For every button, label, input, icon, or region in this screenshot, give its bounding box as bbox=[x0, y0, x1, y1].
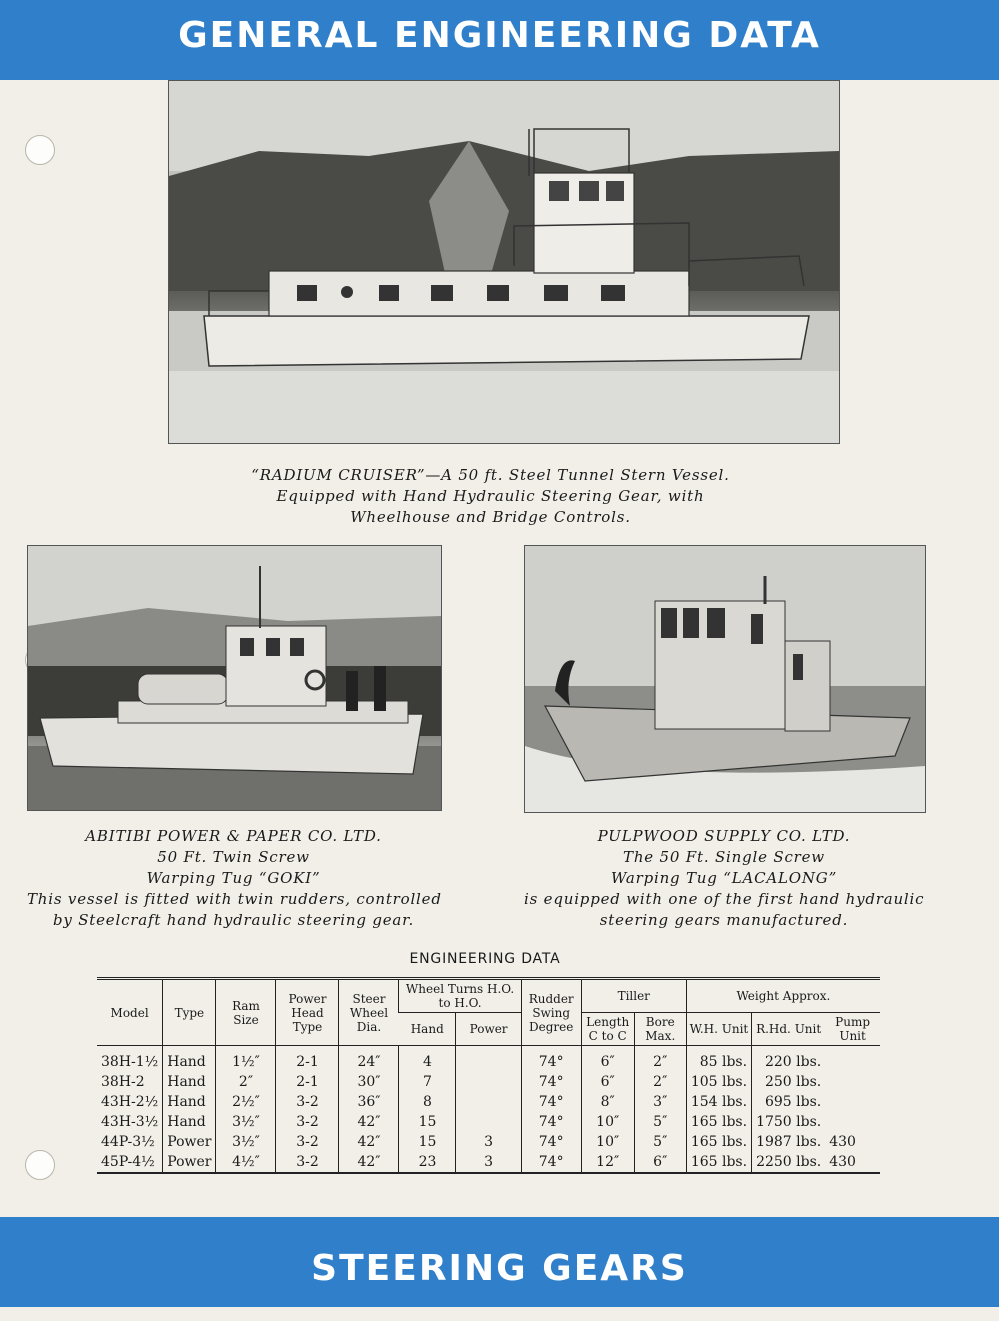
cell-tiller-bore: 2″ bbox=[634, 1072, 686, 1092]
cell-rhd-unit: 2250 lbs. bbox=[752, 1152, 826, 1173]
table-row bbox=[97, 1112, 880, 1132]
cell-wh-unit: 154 lbs. bbox=[686, 1092, 751, 1112]
cell-tiller-length: 10″ bbox=[581, 1132, 634, 1152]
cell-turns-hand: 4 bbox=[399, 1046, 456, 1073]
cell-pump-unit: 430 bbox=[829, 1134, 856, 1150]
cell-tiller-bore: 5″ bbox=[634, 1112, 686, 1132]
cell-rudder-swing: 74° bbox=[521, 1112, 581, 1132]
cell-type: Power bbox=[163, 1152, 216, 1173]
cell-turns-power: 3 bbox=[456, 1132, 521, 1152]
col-bore: Bore Max. bbox=[634, 1013, 686, 1046]
cell-pump-unit: 430 bbox=[829, 1154, 856, 1170]
cell-rhd-unit: 695 lbs. bbox=[752, 1092, 826, 1112]
col-length: Length C to C bbox=[581, 1013, 634, 1046]
col-type: Type bbox=[163, 979, 216, 1046]
radium-cruiser-caption bbox=[168, 465, 813, 528]
cell-steer-wheel: 36″ bbox=[339, 1092, 399, 1112]
cell-rudder-swing: 74° bbox=[521, 1092, 581, 1112]
binder-hole bbox=[25, 135, 55, 165]
binder-hole bbox=[25, 1150, 55, 1180]
caption-line: Wheelhouse and Bridge Controls. bbox=[350, 508, 631, 526]
cell-tiller-bore: 6″ bbox=[634, 1152, 686, 1173]
caption-line: by Steelcraft hand hydraulic steering gear. bbox=[52, 911, 415, 929]
cell-ram-size: 3½″ bbox=[216, 1112, 276, 1132]
cell-turns-power: 3 bbox=[456, 1152, 521, 1173]
cell-model: 43H-3½ bbox=[101, 1114, 159, 1130]
table-row bbox=[97, 1152, 880, 1173]
col-weight: Weight Approx. bbox=[686, 979, 880, 1013]
cell-rudder-swing: 74° bbox=[521, 1046, 581, 1073]
cell-turns-hand: 23 bbox=[399, 1152, 456, 1173]
col-wheel-turns: Wheel Turns H.O. to H.O. bbox=[399, 979, 521, 1013]
col-rhd-unit: R.Hd. Unit bbox=[752, 1013, 826, 1046]
cell-pump-unit bbox=[825, 1092, 880, 1112]
col-pump-unit: Pump Unit bbox=[825, 1013, 880, 1046]
cell-rhd-unit: 250 lbs. bbox=[752, 1072, 826, 1092]
cell-power-head: 2-1 bbox=[276, 1072, 339, 1092]
cell-rhd-unit: 220 lbs. bbox=[752, 1046, 826, 1073]
cell-tiller-length: 12″ bbox=[581, 1152, 634, 1173]
cell-turns-power bbox=[456, 1046, 521, 1073]
cell-rhd-unit: 1987 lbs. bbox=[752, 1132, 826, 1152]
col-rudder-swing: Rudder Swing Degree bbox=[521, 979, 581, 1046]
table-title: ENGINEERING DATA bbox=[409, 951, 561, 967]
col-tiller: Tiller bbox=[581, 979, 686, 1013]
cell-turns-power bbox=[456, 1072, 521, 1092]
cell-tiller-length: 8″ bbox=[581, 1092, 634, 1112]
cell-pump-unit bbox=[825, 1072, 880, 1092]
cell-steer-wheel: 42″ bbox=[339, 1152, 399, 1173]
cell-wh-unit: 165 lbs. bbox=[686, 1132, 751, 1152]
caption-line: “RADIUM CRUISER”—A 50 ft. Steel Tunnel Stern Vessel. bbox=[251, 466, 730, 484]
cell-turns-hand: 7 bbox=[399, 1072, 456, 1092]
cell-type: Hand bbox=[163, 1046, 216, 1073]
col-model: Model bbox=[97, 979, 163, 1046]
cell-turns-hand: 15 bbox=[399, 1132, 456, 1152]
cell-wh-unit: 105 lbs. bbox=[686, 1072, 751, 1092]
caption-line: Warping Tug “LACALONG” bbox=[610, 869, 838, 887]
caption-line: ABITIBI POWER & PAPER CO. LTD. bbox=[85, 827, 382, 845]
cell-pump-unit bbox=[825, 1112, 880, 1132]
cell-type: Hand bbox=[163, 1092, 216, 1112]
col-wh-unit: W.H. Unit bbox=[686, 1013, 751, 1046]
cell-tiller-bore: 3″ bbox=[634, 1092, 686, 1112]
cell-power-head: 3-2 bbox=[276, 1112, 339, 1132]
lacalong-caption bbox=[524, 826, 924, 931]
cell-rudder-swing: 74° bbox=[521, 1152, 581, 1173]
cell-power-head: 2-1 bbox=[276, 1046, 339, 1073]
cell-steer-wheel: 42″ bbox=[339, 1112, 399, 1132]
cell-wh-unit: 165 lbs. bbox=[686, 1152, 751, 1173]
cell-turns-hand: 8 bbox=[399, 1092, 456, 1112]
cell-steer-wheel: 42″ bbox=[339, 1132, 399, 1152]
cell-pump-unit bbox=[825, 1046, 880, 1073]
page-title: GENERAL ENGINEERING DATA bbox=[178, 15, 821, 56]
cell-ram-size: 2½″ bbox=[216, 1092, 276, 1112]
cell-type: Hand bbox=[163, 1112, 216, 1132]
radium-cruiser-photo bbox=[168, 80, 840, 444]
footer-title: STEERING GEARS bbox=[311, 1248, 688, 1289]
cell-rudder-swing: 74° bbox=[521, 1132, 581, 1152]
cell-wh-unit: 85 lbs. bbox=[686, 1046, 751, 1073]
cell-tiller-bore: 5″ bbox=[634, 1132, 686, 1152]
cell-ram-size: 1½″ bbox=[216, 1046, 276, 1073]
table-row bbox=[97, 1092, 880, 1112]
cell-wh-unit: 165 lbs. bbox=[686, 1112, 751, 1132]
cell-tiller-length: 6″ bbox=[581, 1046, 634, 1073]
caption-line: The 50 Ft. Single Screw bbox=[623, 848, 825, 866]
col-hand: Hand bbox=[399, 1013, 456, 1046]
cell-model: 45P-4½ bbox=[101, 1154, 155, 1170]
cell-type: Power bbox=[163, 1132, 216, 1152]
cell-steer-wheel: 30″ bbox=[339, 1072, 399, 1092]
cell-model: 44P-3½ bbox=[101, 1134, 155, 1150]
cell-ram-size: 4½″ bbox=[216, 1152, 276, 1173]
table-row bbox=[97, 1132, 880, 1152]
cell-steer-wheel: 24″ bbox=[339, 1046, 399, 1073]
cell-ram-size: 3½″ bbox=[216, 1132, 276, 1152]
caption-line: 50 Ft. Twin Screw bbox=[157, 848, 310, 866]
cell-turns-power bbox=[456, 1112, 521, 1132]
table-row bbox=[97, 1046, 880, 1073]
goki-caption bbox=[27, 826, 440, 931]
col-power: Power bbox=[456, 1013, 521, 1046]
cell-power-head: 3-2 bbox=[276, 1152, 339, 1173]
col-power-head: Power Head Type bbox=[276, 979, 339, 1046]
cell-turns-hand: 15 bbox=[399, 1112, 456, 1132]
cell-rudder-swing: 74° bbox=[521, 1072, 581, 1092]
caption-line: is equipped with one of the first hand hydraulic bbox=[524, 890, 925, 908]
cell-rhd-unit: 1750 lbs. bbox=[752, 1112, 826, 1132]
col-ram-size: Ram Size bbox=[216, 979, 276, 1046]
cell-tiller-length: 10″ bbox=[581, 1112, 634, 1132]
caption-line: This vessel is fitted with twin rudders, controlled bbox=[27, 890, 442, 908]
caption-line: steering gears manufactured. bbox=[599, 911, 849, 929]
caption-line: Warping Tug “GOKI” bbox=[146, 869, 321, 887]
cell-power-head: 3-2 bbox=[276, 1132, 339, 1152]
engineering-data-table bbox=[97, 977, 880, 1174]
goki-tug-photo bbox=[27, 545, 442, 811]
table-row bbox=[97, 1072, 880, 1092]
cell-model: 43H-2½ bbox=[101, 1094, 159, 1110]
caption-line: Equipped with Hand Hydraulic Steering Gear, with bbox=[276, 487, 705, 505]
col-steer-wheel: Steer Wheel Dia. bbox=[339, 979, 399, 1046]
cell-type: Hand bbox=[163, 1072, 216, 1092]
cell-model: 38H-1½ bbox=[101, 1054, 159, 1070]
caption-line: PULPWOOD SUPPLY CO. LTD. bbox=[597, 827, 851, 845]
cell-tiller-bore: 2″ bbox=[634, 1046, 686, 1073]
cell-power-head: 3-2 bbox=[276, 1092, 339, 1112]
footer-band bbox=[0, 1217, 999, 1307]
cell-turns-power bbox=[456, 1092, 521, 1112]
lacalong-tug-photo bbox=[524, 545, 926, 813]
cell-model: 38H-2 bbox=[101, 1074, 145, 1090]
cell-ram-size: 2″ bbox=[216, 1072, 276, 1092]
header-band bbox=[0, 0, 999, 80]
cell-tiller-length: 6″ bbox=[581, 1072, 634, 1092]
